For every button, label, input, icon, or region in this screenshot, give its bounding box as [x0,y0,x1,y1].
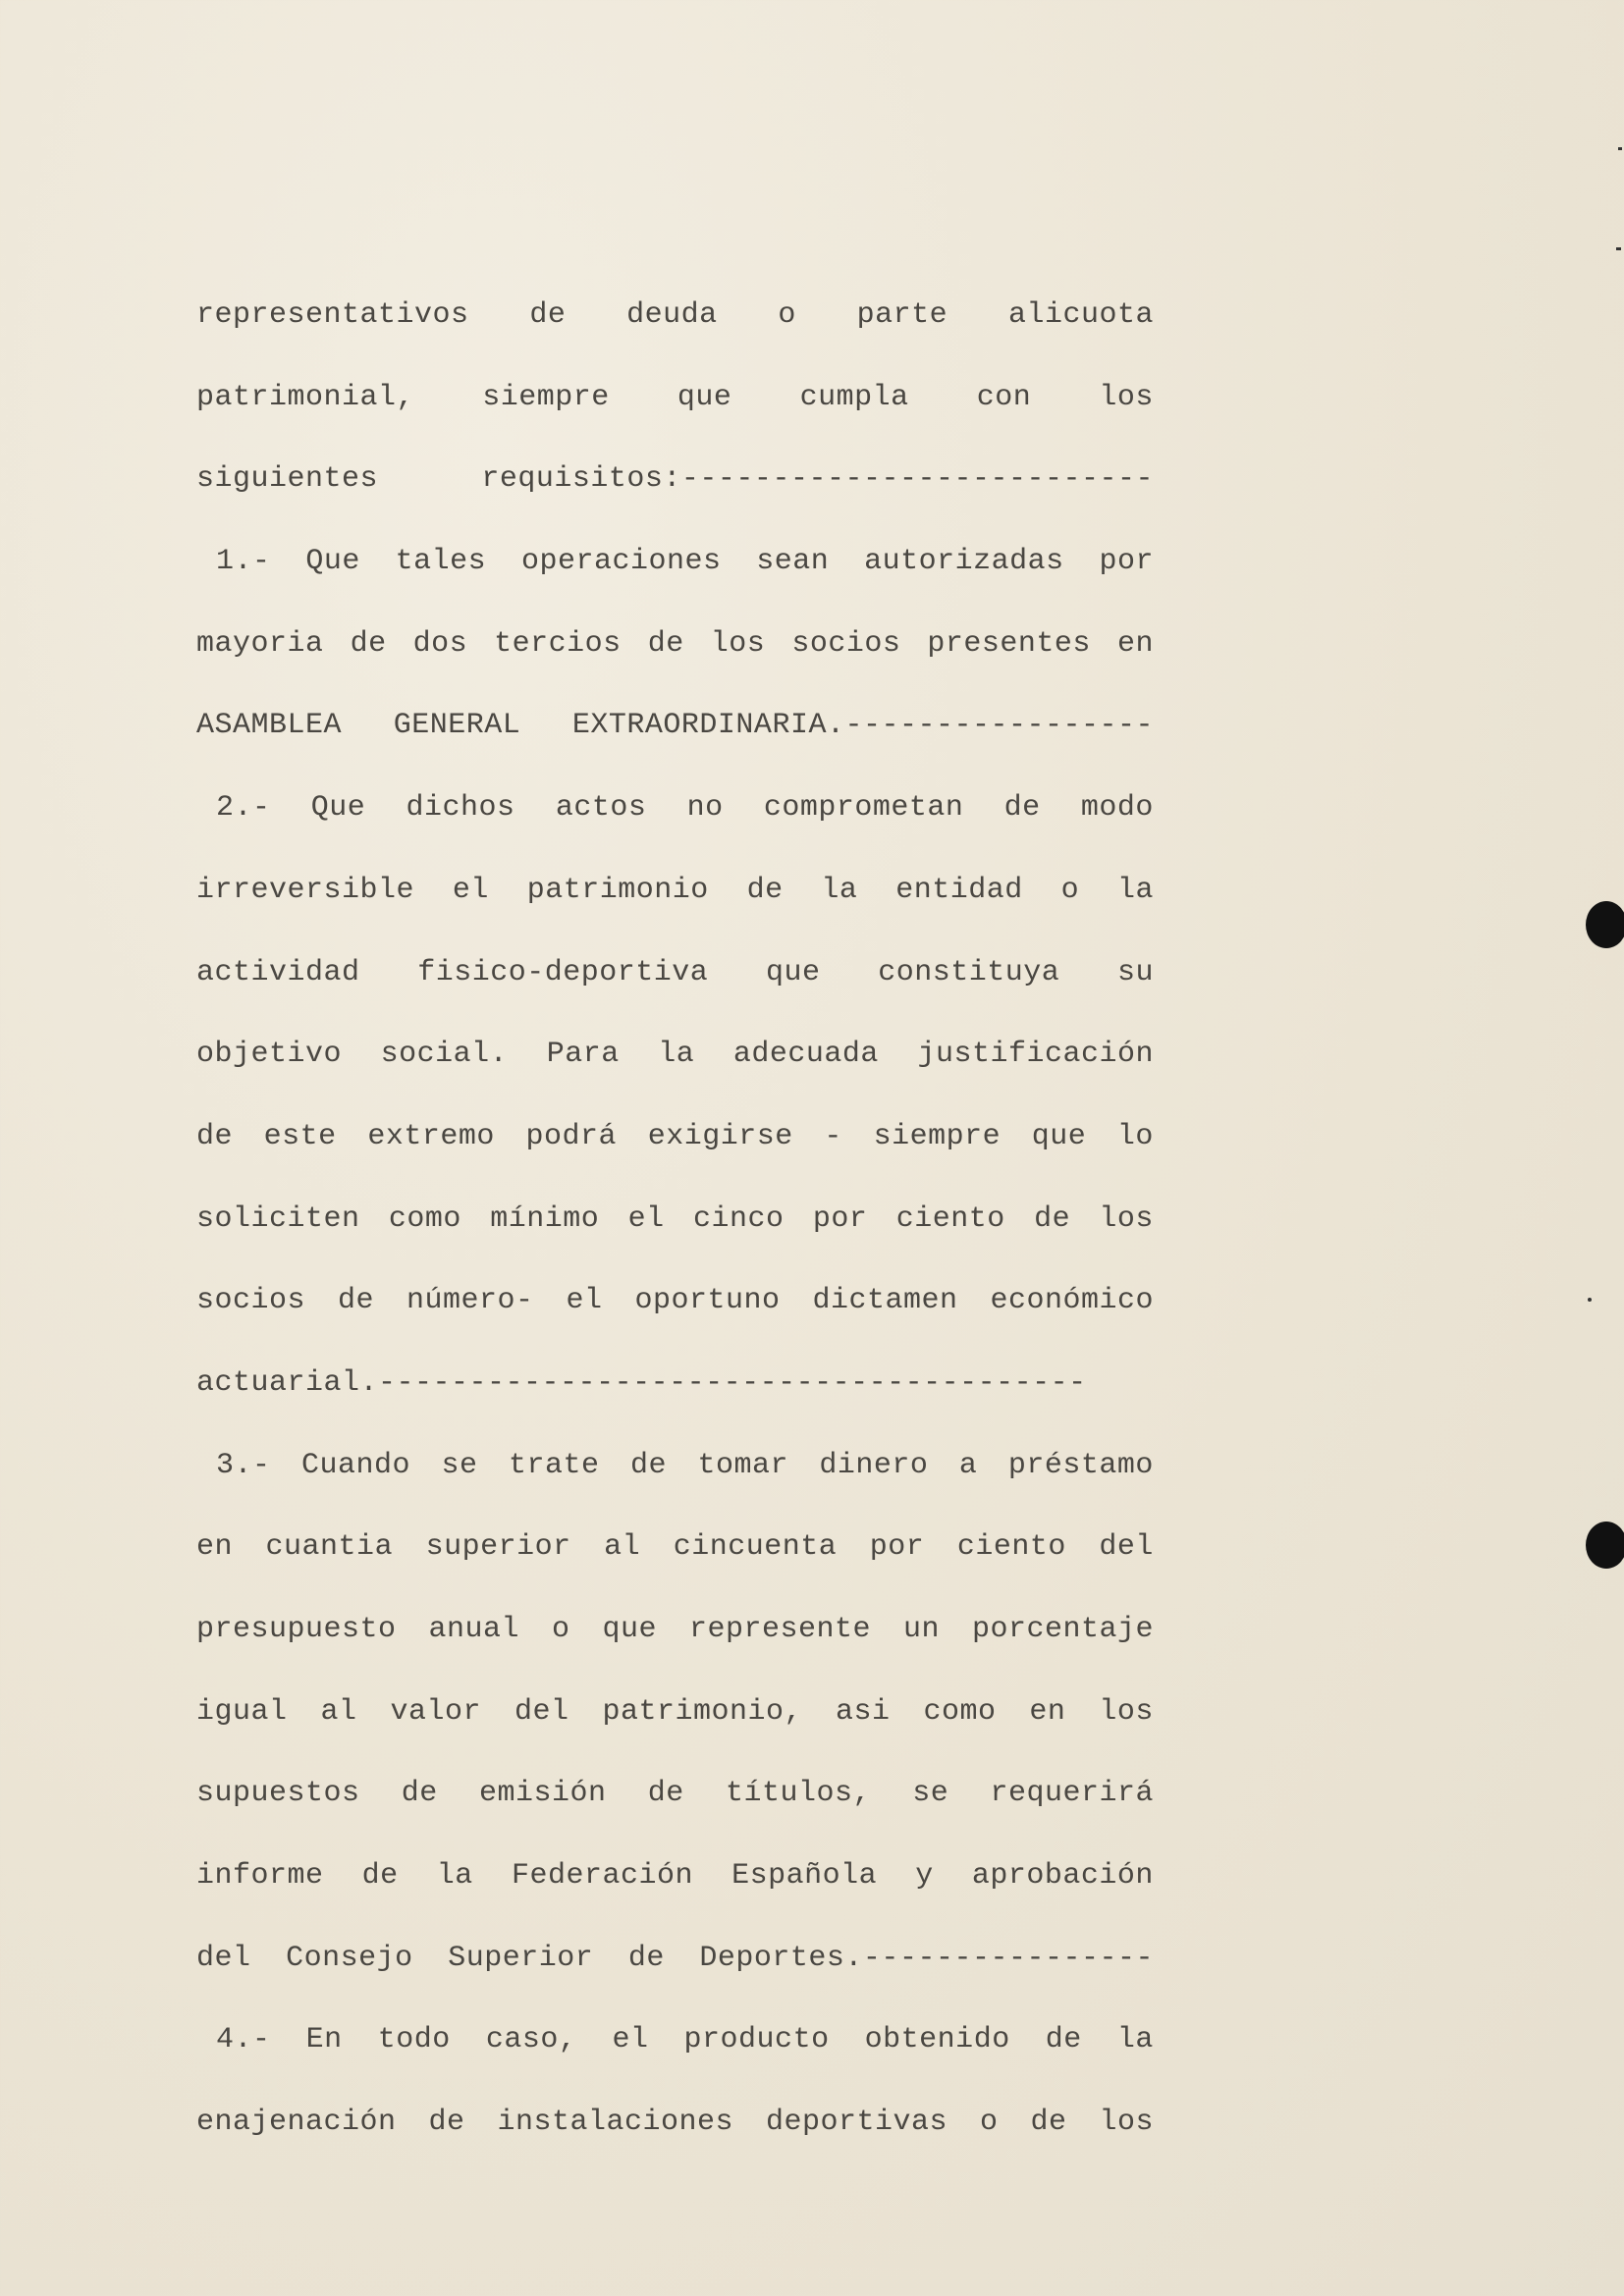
text-line: enajenación de instalaciones deportivas o de los [196,2106,1154,2140]
text-line: 1.- Que tales operaciones sean autorizadas por [216,545,1154,579]
text-line: igual al valor del patrimonio, asi como en los [196,1694,1154,1729]
edge-mark [1618,147,1622,150]
text-line: 4.- En todo caso, el producto obtenido de la [216,2023,1154,2057]
text-line: siguientes requisitos:-------------------------- [196,462,1154,497]
text-line: 3.- Cuando se trate de tomar dinero a préstamo [216,1448,1154,1482]
document-body [196,289,1154,2178]
text-line: de este extremo podrá exigirse - siempre que lo [196,1119,1154,1153]
text-line: objetivo social. Para la adecuada justificación [196,1038,1154,1072]
text-line: informe de la Federación Española y aprobación [196,1859,1154,1894]
text-line: supuestos de emisión de títulos, se requerirá [196,1777,1154,1811]
punch-hole-top [1586,901,1624,948]
text-line: irreversible el patrimonio de la entidad o la [196,873,1154,907]
speck-mark [1588,1298,1592,1302]
text-line: actuarial.--------------------------------------- [196,1365,1087,1400]
text-line: soliciten como mínimo el cinco por ciento de los [196,1201,1154,1236]
text-line: patrimonial, siempre que cumpla con los [196,380,1154,414]
text-line: representativos de deuda o parte alicuota [196,298,1154,332]
text-line: ASAMBLEA GENERAL EXTRAORDINARIA.----------------- [196,709,1154,743]
text-line: del Consejo Superior de Deportes.---------------- [196,1941,1154,1975]
edge-mark [1616,247,1621,250]
text-line: actividad fisico-deportiva que constituya su [196,955,1154,989]
text-line: socios de número- el oportuno dictamen económico [196,1284,1154,1318]
text-line: mayoria de dos tercios de los socios presentes en [196,626,1154,661]
text-line: 2.- Que dichos actos no comprometan de modo [216,791,1154,826]
text-line: en cuantia superior al cincuenta por ciento del [196,1530,1154,1565]
text-line: presupuesto anual o que represente un porcentaje [196,1613,1154,1646]
punch-hole-bottom [1586,1522,1624,1569]
